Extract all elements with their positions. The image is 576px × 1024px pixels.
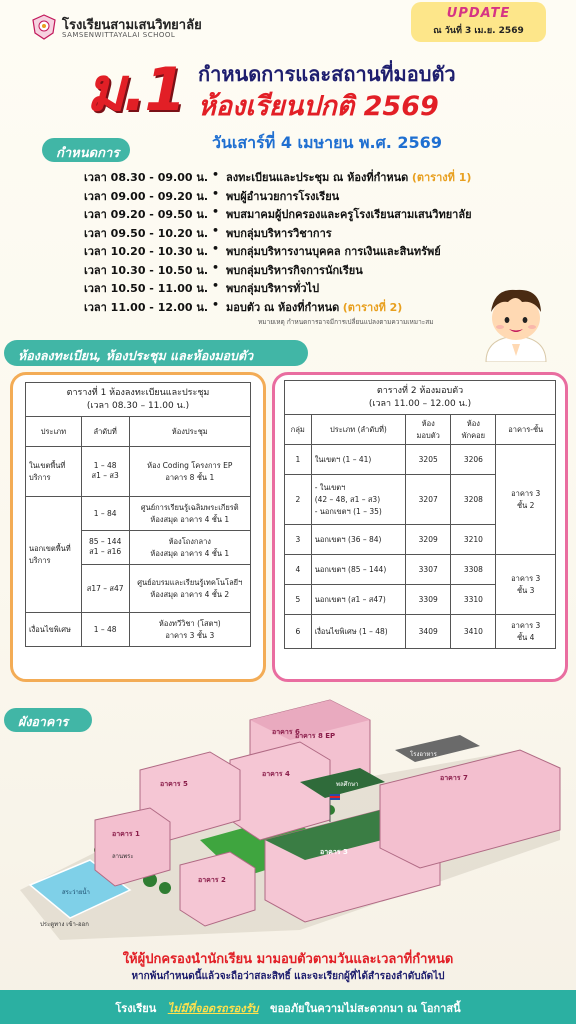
table2-time: (เวลา 11.00 – 12.00 น.) [368,398,472,409]
table1-order: ส17 – ส47 [81,565,129,613]
table2-wait: 3308 [451,555,496,585]
table1-order: 1 – 48 [81,613,129,647]
table1-order: 1 – 48 ส1 – ส3 [81,447,129,497]
table2-title: ตารางที่ 2 ห้องมอบตัว [376,386,464,396]
schedule-item [84,187,343,205]
table2-type: ในเขตฯ (1 – 41) [311,445,405,475]
table2-header: ประเภท (ลำดับที่) [311,415,405,445]
title-line2: ห้องเรียนปกติ 2569 [198,91,439,122]
table2-type: เงื่อนไขพิเศษ (1 – 48) [311,615,405,649]
update-badge [411,2,546,42]
update-label: UPDATE [446,6,511,21]
table1-room: ศูนย์อบรมและเรียนรู้เทคโนโลยีฯ ห้องสมุด อาคาร 4 ชั้น 2 [129,565,250,613]
table1-title: ตารางที่ 1 ห้องลงทะเบียนและประชุม [66,388,210,398]
table2-type: นอกเขตฯ (36 – 84) [311,525,405,555]
schedule-label: กำหนดการ [42,138,130,162]
schedule-time: เวลา 11.00 - 12.00 น. [84,300,209,314]
event-date: วันเสาร์ที่ 4 เมษายน พ.ศ. 2569 [212,133,442,152]
bullet-icon: • [212,205,220,218]
table2-building: อาคาร 3 ชั้น 3 [496,555,556,615]
table2-group: 1 [285,445,312,475]
building-map [0,690,576,940]
schedule-time: เวลา 09.00 - 09.20 น. [84,189,209,203]
table1-row [26,447,251,497]
table2-wait: 3210 [451,525,496,555]
table2-group: 6 [285,615,312,649]
table2-wait: 3310 [451,585,496,615]
label-stage: ลานพระ [112,853,134,860]
bullet-icon: • [212,223,220,237]
table2-wait: 3206 [451,445,496,475]
table2-group: 3 [285,525,312,555]
schedule-activity: พบกลุ่มบริหารทั่วไป [226,282,320,295]
table1-type: นอกเขตพื้นที่บริการ [26,497,82,613]
label-building-7: อาคาร 7 [440,774,468,782]
label-gate: ประตูทาง เข้า-ออก [40,921,89,928]
label-canteen: โรงอาหาร [410,751,437,758]
label-building-1: อาคาร 1 [112,830,140,838]
footer-notice: ให้ผู้ปกครองนำนักเรียน มามอบตัวตามวันและเวลาที่กำหนด [122,952,454,967]
table1-type: ในเขตพื้นที่บริการ [26,447,82,497]
bullet-icon: • [212,297,220,311]
bullet-icon: • [212,242,220,255]
label-building-2: อาคาร 2 [198,876,226,884]
schedule-activity: พบผู้อำนวยการโรงเรียน [226,189,340,203]
table2-group: 4 [285,555,312,585]
label-gym: พลศึกษา [336,781,359,788]
table2-room: 3309 [406,585,451,615]
schedule-time: เวลา 09.20 - 09.50 น. [84,208,209,221]
schedule-time: เวลา 10.30 - 10.50 น. [84,263,209,277]
schedule-activity: พบกลุ่มบริหารกิจการนักเรียน [226,263,363,277]
table2-wait: 3410 [451,615,496,649]
schedule-activity: พบสมาคมผู้ปกครองและครูโรงเรียนสามเสนวิทยาลัย [226,208,472,221]
registration-table [25,382,251,647]
building-map-label: ผังอาคาร [4,708,92,732]
table1-header: ลำดับที่ [81,417,129,447]
table2-row [285,445,556,475]
table2-type: - ในเขตฯ (42 – 48, ส1 – ส3) - นอกเขตฯ (1 – 35) [311,475,405,525]
bullet-icon: • [212,186,220,200]
table2-header: อาคาร-ชั้น [496,415,556,445]
grade-title: ม.1 [86,55,185,125]
bullet-icon: • [212,279,220,292]
schedule-activity: ลงทะเบียนและประชุม ณ ห้องที่กำหนด [226,171,409,184]
table2-room: 3409 [406,615,451,649]
footer-warning: หากพ้นกำหนดนี้แล้วจะถือว่าสละสิทธิ์ และจะเรียกผู้ที่ได้สำรองลำดับถัดไป [131,971,445,982]
schedule-time: เวลา 10.50 - 11.00 น. [84,282,209,295]
bullet-icon: • [212,168,220,181]
table2-header: ห้อง พักคอย [451,415,496,445]
schedule-activity: พบกลุ่มบริหารวิชาการ [226,226,332,240]
schedule-item [84,168,471,186]
table1-row [26,613,251,647]
school-logo [32,14,56,40]
schedule-ref: (ตารางที่ 2) [342,300,403,314]
schedule-item [84,298,402,316]
table2-building: อาคาร 3 ชั้น 2 [496,445,556,555]
school-name-en: SAMSENWITTAYALAI SCHOOL [62,31,176,39]
table1-caption [26,383,251,417]
table1-header: ประเภท [26,417,82,447]
table2-header: ห้อง มอบตัว [406,415,451,445]
table2-group: 2 [285,475,312,525]
label-building-5: อาคาร 5 [160,780,188,788]
footer-parking-a: โรงเรียน [115,1002,157,1015]
table1-header: ห้องประชุม [129,417,250,447]
schedule-item [84,279,323,297]
table1-time: (เวลา 08.30 – 11.00 น.) [86,400,190,411]
table1-room: ห้อง Coding โครงการ EP อาคาร 8 ชั้น 1 [129,447,250,497]
schedule-item [84,242,444,260]
footer-parking-b: ไม่มีที่จอดรถรองรับ [167,1002,259,1015]
schedule-time: เวลา 10.20 - 10.30 น. [84,245,209,258]
school-name: โรงเรียนสามเสนวิทยาลัย [62,18,202,33]
title-line1: กำหนดการและสถานที่มอบตัว [198,62,456,86]
schedule-item [84,261,366,279]
table2-row [285,555,556,585]
table2-header: กลุ่ม [285,415,312,445]
table2-caption [285,381,556,415]
schedule-item [84,224,335,242]
schedule-item [84,205,475,223]
enrollment-table [284,380,556,649]
table2-row [285,615,556,649]
update-date: ณ วันที่ 3 เม.ย. 2569 [433,26,524,36]
rooms-label: ห้องลงทะเบียน, ห้องประชุม และห้องมอบตัว [4,340,308,366]
table1-type: เงื่อนไขพิเศษ [26,613,82,647]
table2-room: 3209 [406,525,451,555]
table1-order: 1 – 84 [81,497,129,531]
schedule-time: เวลา 09.50 - 10.20 น. [84,226,209,240]
table1-row [26,497,251,531]
schedule-note: หมายเหตุ กำหนดการอาจมีการเปลี่ยนแปลงตามความเหมาะสม [258,318,434,326]
table2-room: 3205 [406,445,451,475]
label-building-6: อาคาร 6 [272,728,300,736]
table2-wait: 3208 [451,475,496,525]
table2-building: อาคาร 3 ชั้น 4 [496,615,556,649]
footer-parking [0,999,576,1017]
table1-room: ห้องโถงกลาง ห้องสมุด อาคาร 4 ชั้น 1 [129,531,250,565]
schedule-activity: พบกลุ่มบริหารงานบุคคล การเงินและสินทรัพย์ [226,245,441,258]
table1-order: 85 – 144 ส1 – ส16 [81,531,129,565]
label-pool: สระว่ายน้ำ [62,889,90,896]
table1-room: ห้องทวีวิชา (โสตฯ) อาคาร 3 ชั้น 3 [129,613,250,647]
label-building-4: อาคาร 4 [262,770,290,778]
student-illustration [478,282,554,362]
table2-room: 3207 [406,475,451,525]
footer-parking-c: ขออภัยในความไม่สะดวกมา ณ โอกาสนี้ [270,1002,461,1015]
schedule-activity: มอบตัว ณ ห้องที่กำหนด [226,300,340,314]
schedule-time: เวลา 08.30 - 09.00 น. [84,171,209,184]
label-building-3: อาคาร 3 [320,848,348,856]
schedule-ref: (ตารางที่ 1) [411,171,472,184]
table2-group: 5 [285,585,312,615]
label-building-8: อาคาร 8 EP [295,732,336,740]
table2-type: นอกเขตฯ (85 – 144) [311,555,405,585]
table2-type: นอกเขตฯ (ส1 – ส47) [311,585,405,615]
table1-room: ศูนย์การเรียนรู้เฉลิมพระเกียรติ ห้องสมุด อาคาร 4 ชั้น 1 [129,497,250,531]
bullet-icon: • [212,260,220,274]
table2-room: 3307 [406,555,451,585]
